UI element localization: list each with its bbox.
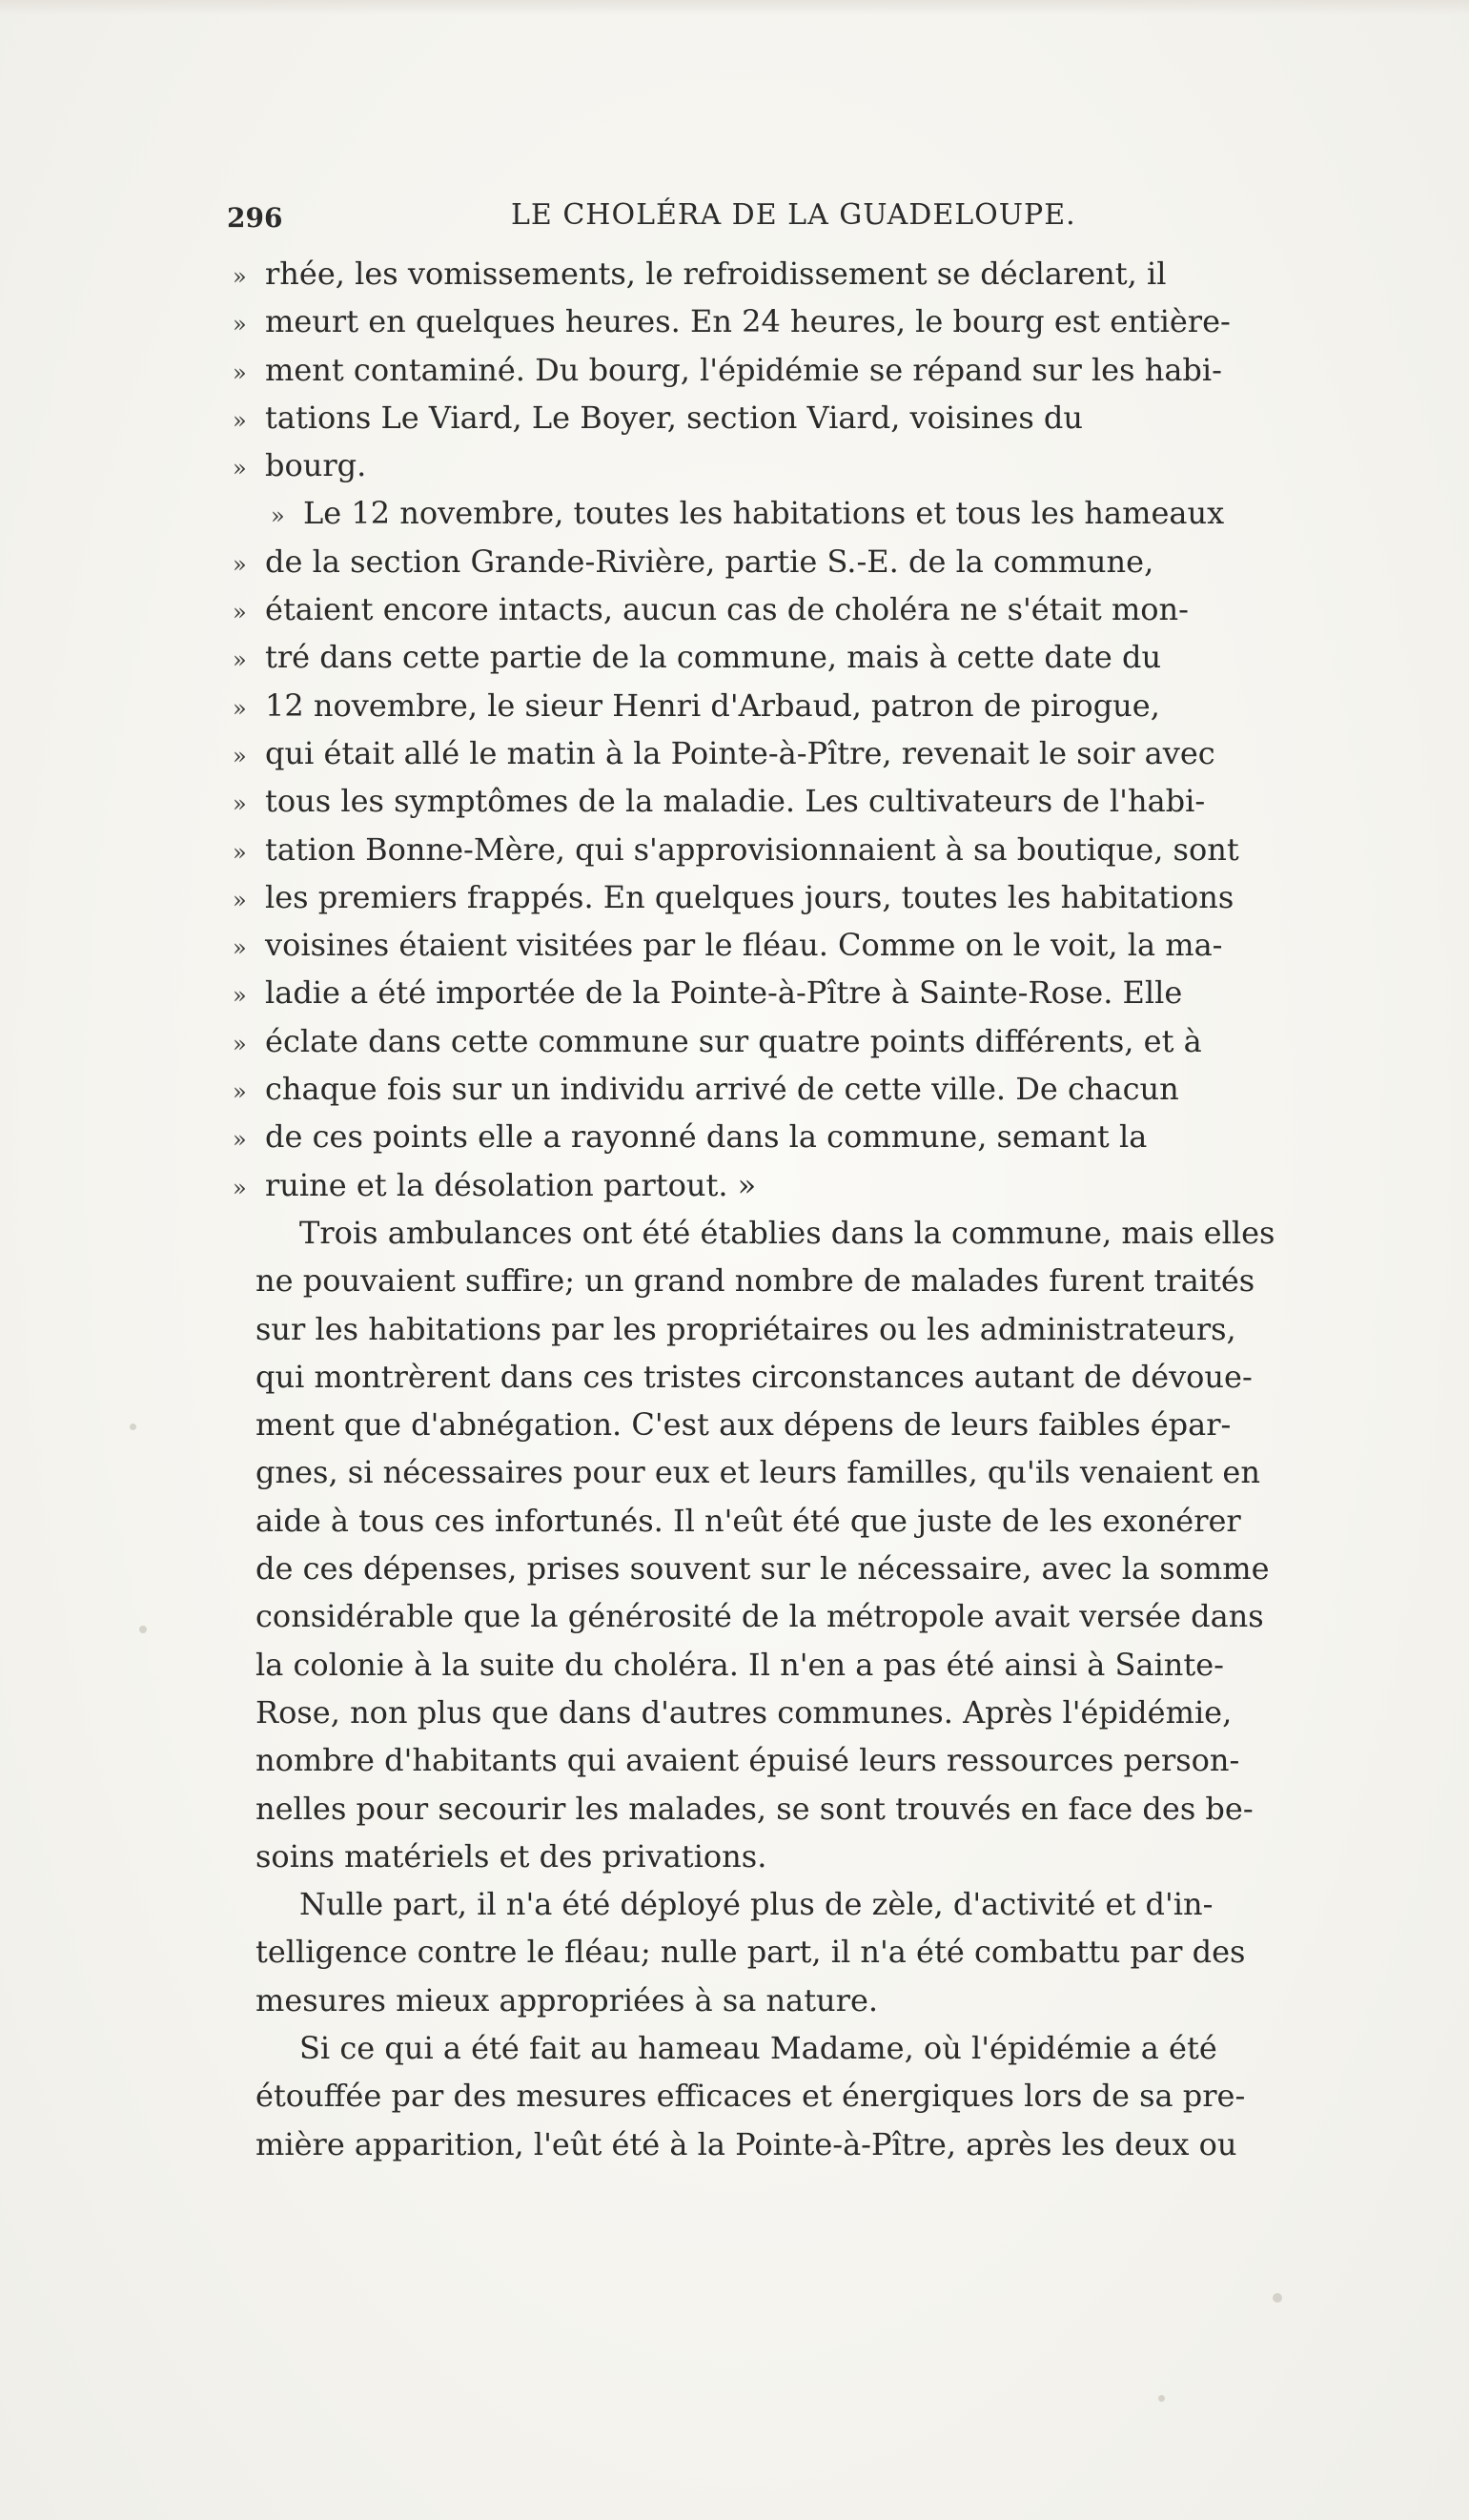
line-text: soins matériels et des privations. xyxy=(255,1837,767,1875)
line-text: de ces points elle a rayonné dans la commune, semant la xyxy=(265,1118,1148,1156)
text-line xyxy=(233,250,1353,297)
text-line xyxy=(233,1736,1353,1784)
quote-mark: » xyxy=(271,502,285,530)
text-line xyxy=(233,346,1353,394)
text-line xyxy=(233,1928,1353,1976)
text-line xyxy=(233,1017,1353,1065)
text-line xyxy=(233,489,1353,537)
paper-speck xyxy=(139,1626,147,1633)
line-text: qui montrèrent dans ces tristes circonstances autant de dévoue- xyxy=(255,1358,1253,1395)
quote-mark: » xyxy=(233,838,247,866)
quote-mark: » xyxy=(233,646,247,674)
paper-speck xyxy=(130,1424,136,1430)
quote-mark: » xyxy=(233,1126,247,1154)
body-text xyxy=(233,250,1353,2168)
line-text: éclate dans cette commune sur quatre points différents, et à xyxy=(265,1022,1202,1059)
quote-mark: » xyxy=(233,742,247,769)
line-text: ment contaminé. Du bourg, l'épidémie se répand sur les habi- xyxy=(265,351,1222,388)
line-text: mesures mieux appropriées à sa nature. xyxy=(255,1981,879,2018)
text-line xyxy=(233,873,1353,921)
line-text: voisines étaient visitées par le fléau. Comme on le voit, la ma- xyxy=(265,927,1223,964)
paper-speck xyxy=(1273,2293,1282,2303)
text-line xyxy=(233,441,1353,489)
quote-mark: » xyxy=(233,263,247,290)
line-text: Si ce qui a été fait au hameau Madame, où l'épidémie a été xyxy=(299,2029,1217,2066)
text-line xyxy=(233,682,1353,729)
line-text: Trois ambulances ont été établies dans la commune, mais elles xyxy=(299,1214,1275,1251)
quote-mark: » xyxy=(233,550,247,578)
line-text: considérable que la générosité de la métropole avait versée dans xyxy=(255,1598,1264,1635)
line-text: ment que d'abnégation. C'est aux dépens de leurs faibles épar- xyxy=(255,1406,1232,1444)
quote-mark: » xyxy=(233,1174,247,1201)
quote-mark: » xyxy=(233,455,247,482)
text-line xyxy=(233,1785,1353,1833)
line-text: tations Le Viard, Le Boyer, section Viard, voisines du xyxy=(265,399,1083,436)
text-line xyxy=(233,633,1353,681)
line-text: Rose, non plus que dans d'autres communes. Après l'épidémie, xyxy=(255,1693,1233,1731)
line-text: meurt en quelques heures. En 24 heures, le bourg est entière- xyxy=(265,303,1231,340)
text-line xyxy=(233,1641,1353,1689)
line-text: les premiers frappés. En quelques jours, toutes les habitations xyxy=(265,878,1234,915)
text-line xyxy=(233,1448,1353,1496)
line-text: la colonie à la suite du choléra. Il n'en a pas été ainsi à Sainte- xyxy=(255,1646,1224,1683)
text-line xyxy=(233,1161,1353,1209)
quote-mark: » xyxy=(233,934,247,962)
page-number: 296 xyxy=(227,202,283,234)
quote-mark: » xyxy=(233,694,247,722)
line-text: mière apparition, l'eût été à la Pointe-à-Pître, après les deux ou xyxy=(255,2125,1237,2162)
text-line xyxy=(233,1497,1353,1545)
line-text: sur les habitations par les propriétaires ou les administrateurs, xyxy=(255,1310,1236,1347)
quote-mark: » xyxy=(233,406,247,434)
running-title: LE CHOLÉRA DE LA GUADELOUPE. xyxy=(511,198,1076,232)
line-text: tous les symptômes de la maladie. Les cultivateurs de l'habi- xyxy=(265,783,1206,820)
quote-mark: » xyxy=(233,1078,247,1106)
line-text: chaque fois sur un individu arrivé de cette ville. De chacun xyxy=(265,1071,1179,1108)
line-text: de la section Grande-Rivière, partie S.-E. de la commune, xyxy=(265,543,1154,580)
line-text: qui était allé le matin à la Pointe-à-Pître, revenait le soir avec xyxy=(265,734,1215,771)
line-text: de ces dépenses, prises souvent sur le nécessaire, avec la somme xyxy=(255,1550,1270,1588)
line-text: tré dans cette partie de la commune, mais à cette date du xyxy=(265,639,1162,676)
line-text: ruine et la désolation partout. » xyxy=(265,1166,757,1203)
text-line xyxy=(233,1833,1353,1880)
quote-mark: » xyxy=(233,886,247,913)
text-line xyxy=(233,1977,1353,2024)
text-line xyxy=(233,585,1353,633)
line-text: bourg. xyxy=(265,447,367,484)
text-line xyxy=(233,729,1353,777)
line-text: étaient encore intacts, aucun cas de choléra ne s'était mon- xyxy=(265,591,1189,628)
text-line xyxy=(233,1209,1353,1257)
line-text: Le 12 novembre, toutes les habitations et tous les hameaux xyxy=(303,495,1225,532)
line-text: 12 novembre, le sieur Henri d'Arbaud, patron de pirogue, xyxy=(265,686,1160,724)
text-line xyxy=(233,1689,1353,1736)
paper-speck xyxy=(1158,2395,1165,2402)
text-line xyxy=(233,1880,1353,1928)
text-line xyxy=(233,1065,1353,1113)
text-line xyxy=(233,1353,1353,1401)
line-text: ne pouvaient suffire; un grand nombre de malades furent traités xyxy=(255,1262,1255,1300)
line-text: aide à tous ces infortunés. Il n'eût été que juste de les exonérer xyxy=(255,1502,1241,1539)
line-text: telligence contre le fléau; nulle part, il n'a été combattu par des xyxy=(255,1934,1246,1971)
text-line xyxy=(233,297,1353,345)
line-text: rhée, les vomissements, le refroidissement se déclarent, il xyxy=(265,256,1167,292)
text-line xyxy=(233,777,1353,825)
text-line xyxy=(233,2024,1353,2072)
text-line xyxy=(233,921,1353,969)
line-text: ladie a été importée de la Pointe-à-Pître à Sainte-Rose. Elle xyxy=(265,974,1183,1012)
text-line xyxy=(233,1113,1353,1160)
text-line xyxy=(233,1257,1353,1304)
text-line xyxy=(233,1401,1353,1448)
text-line xyxy=(233,394,1353,441)
quote-mark: » xyxy=(233,982,247,1010)
text-line xyxy=(233,1592,1353,1640)
text-line xyxy=(233,1545,1353,1592)
text-line xyxy=(233,538,1353,585)
quote-mark: » xyxy=(233,790,247,818)
page-edge-shadow xyxy=(0,0,1469,15)
line-text: gnes, si nécessaires pour eux et leurs familles, qu'ils venaient en xyxy=(255,1454,1260,1491)
line-text: étouffée par des mesures efficaces et énergiques lors de sa pre- xyxy=(255,2078,1246,2115)
text-line xyxy=(233,826,1353,873)
line-text: nombre d'habitants qui avaient épuisé leurs ressources person- xyxy=(255,1742,1240,1779)
quote-mark: » xyxy=(233,359,247,386)
text-line xyxy=(233,969,1353,1016)
line-text: Nulle part, il n'a été déployé plus de zèle, d'activité et d'in- xyxy=(299,1886,1214,1923)
quote-mark: » xyxy=(233,311,247,338)
text-line xyxy=(233,1305,1353,1353)
line-text: nelles pour secourir les malades, se sont trouvés en face des be- xyxy=(255,1790,1254,1827)
text-line xyxy=(233,2072,1353,2120)
page-header xyxy=(227,189,1352,246)
line-text: tation Bonne-Mère, qui s'approvisionnaient à sa boutique, sont xyxy=(265,830,1239,868)
quote-mark: » xyxy=(233,599,247,626)
text-line xyxy=(233,2120,1353,2168)
quote-mark: » xyxy=(233,1030,247,1057)
